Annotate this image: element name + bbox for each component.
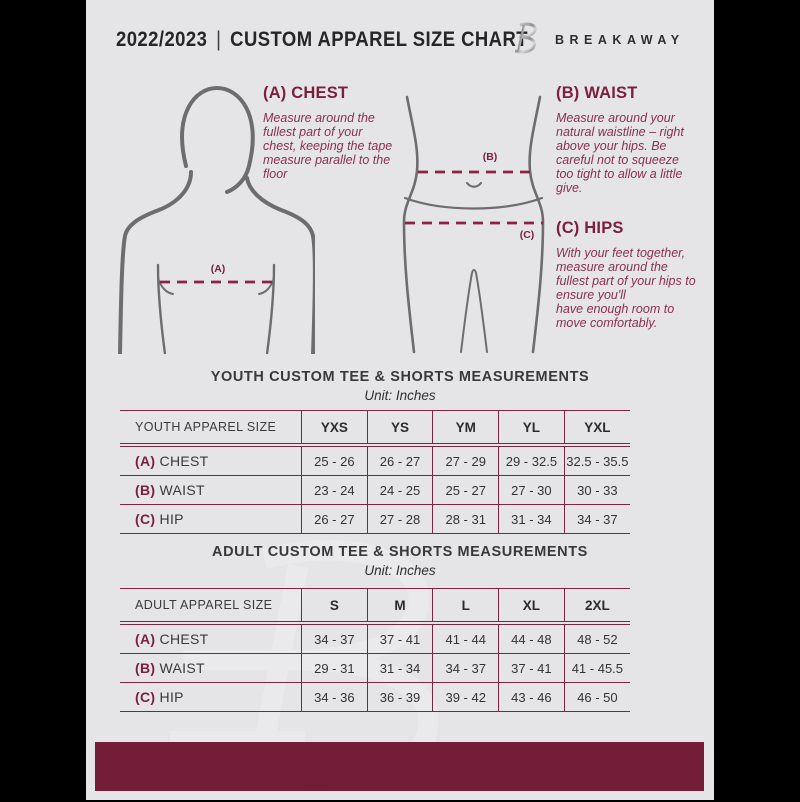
column-header-cell: M: [367, 589, 433, 624]
value-cell: 27 - 28: [367, 505, 433, 534]
value-cell: 29 - 32.5: [499, 445, 565, 476]
youth-table-title: YOUTH CUSTOM TEE & SHORTS MEASUREMENTS: [210, 369, 590, 385]
left-shoulder: [120, 172, 191, 354]
right-shoulder: [247, 178, 315, 354]
lower-body-figure: [393, 94, 553, 354]
column-header-cell: YXL: [564, 411, 630, 446]
row-label-cell: (C) HIP: [120, 683, 302, 712]
waist-heading: (B) WAIST: [556, 84, 638, 102]
column-header-cell: L: [433, 589, 499, 624]
value-cell: 31 - 34: [367, 654, 433, 683]
row-label-prefix: (B): [135, 482, 156, 498]
value-cell: 48 - 52: [564, 623, 630, 654]
brand-logo: [504, 18, 694, 62]
right-armpit: [259, 278, 274, 294]
waist-instructions: Measure around your natural waistline – right above your hips. Be careful not to squeeze too tight to allow a little give.: [556, 111, 684, 195]
youth-table-unit: Unit: Inches: [364, 388, 436, 403]
adult-size-table: [120, 588, 630, 712]
table-row: [120, 476, 630, 505]
title-separator: |: [216, 28, 222, 51]
value-cell: 28 - 31: [433, 505, 499, 534]
table-row: [120, 623, 630, 654]
value-cell: 34 - 37: [433, 654, 499, 683]
waistband-curve: [405, 198, 542, 209]
value-cell: 25 - 26: [302, 445, 368, 476]
value-cell: 41 - 45.5: [564, 654, 630, 683]
navel: [467, 183, 481, 187]
row-label-cell: (C) HIP: [120, 505, 302, 534]
value-cell: 36 - 39: [367, 683, 433, 712]
column-header-cell: YL: [499, 411, 565, 446]
size-chart-page: [86, 0, 714, 800]
hips-guide: [556, 219, 702, 330]
table-row: [120, 683, 630, 712]
value-cell: 46 - 50: [564, 683, 630, 712]
row-label-cell: (B) WAIST: [120, 476, 302, 505]
table-row: [120, 654, 630, 683]
row-label-cell: (B) WAIST: [120, 654, 302, 683]
value-cell: 34 - 36: [302, 683, 368, 712]
adult-table-title: ADULT CUSTOM TEE & SHORTS MEASUREMENTS: [212, 544, 588, 560]
value-cell: 24 - 25: [367, 476, 433, 505]
chest-guide: [263, 84, 395, 181]
footer-accent-bar: [95, 742, 704, 791]
size-header-cell: YOUTH APPAREL SIZE: [120, 411, 302, 446]
column-header-cell: 2XL: [564, 589, 630, 624]
value-cell: 25 - 27: [433, 476, 499, 505]
row-label-prefix: (C): [135, 511, 156, 527]
value-cell: 43 - 46: [499, 683, 565, 712]
chest-marker-label: (A): [210, 263, 226, 275]
hips-marker-label: (C): [519, 229, 535, 241]
waist-marker-label: (B): [482, 151, 498, 163]
table-header-row: [120, 411, 630, 446]
title-year: 2022/2023: [116, 28, 208, 51]
left-armpit: [158, 278, 173, 294]
table-header-row: [120, 589, 630, 624]
chest-heading: (A) CHEST: [263, 84, 349, 102]
table-row: [120, 445, 630, 476]
column-header-cell: S: [302, 589, 368, 624]
value-cell: 26 - 27: [302, 505, 368, 534]
row-label-cell: (A) CHEST: [120, 623, 302, 654]
brand-name: BREAKAWAY: [555, 33, 685, 47]
title-text: CUSTOM APPAREL SIZE CHART: [230, 28, 528, 51]
breakaway-logo-icon: [504, 19, 546, 61]
row-label-prefix: (C): [135, 689, 156, 705]
value-cell: 29 - 31: [302, 654, 368, 683]
column-header-cell: YXS: [302, 411, 368, 446]
size-header-cell: ADULT APPAREL SIZE: [120, 589, 302, 624]
value-cell: 39 - 42: [433, 683, 499, 712]
hips-instructions: With your feet together, measure around the fullest part of your hips to ensure you'll: [556, 246, 696, 302]
column-header-cell: YM: [433, 411, 499, 446]
value-cell: 44 - 48: [499, 623, 565, 654]
row-label-cell: (A) CHEST: [120, 445, 302, 476]
column-header-cell: XL: [499, 589, 565, 624]
row-label-prefix: (B): [135, 660, 156, 676]
right-hip-outline: [530, 97, 543, 352]
value-cell: 31 - 34: [499, 505, 565, 534]
left-hip-outline: [404, 97, 417, 352]
document-title: [116, 28, 528, 52]
value-cell: 23 - 24: [302, 476, 368, 505]
table-row: [120, 505, 630, 534]
value-cell: 34 - 37: [564, 505, 630, 534]
value-cell: 30 - 33: [564, 476, 630, 505]
hips-instructions-line2: have enough room to move comfortably.: [556, 302, 675, 330]
value-cell: 27 - 29: [433, 445, 499, 476]
value-cell: 37 - 41: [367, 623, 433, 654]
youth-size-table: [120, 410, 630, 534]
column-header-cell: YS: [367, 411, 433, 446]
value-cell: 34 - 37: [302, 623, 368, 654]
value-cell: 27 - 30: [499, 476, 565, 505]
row-label-prefix: (A): [135, 453, 156, 469]
hips-heading: (C) HIPS: [556, 219, 624, 237]
waist-guide: [556, 84, 696, 195]
row-label-prefix: (A): [135, 631, 156, 647]
value-cell: 32.5 - 35.5: [564, 445, 630, 476]
adult-table-unit: Unit: Inches: [364, 563, 436, 578]
inner-legs: [461, 270, 487, 352]
value-cell: 41 - 44: [433, 623, 499, 654]
chest-instructions: Measure around the fullest part of your chest, keeping the tape measure parallel to the floor: [263, 111, 393, 181]
value-cell: 26 - 27: [367, 445, 433, 476]
value-cell: 37 - 41: [499, 654, 565, 683]
